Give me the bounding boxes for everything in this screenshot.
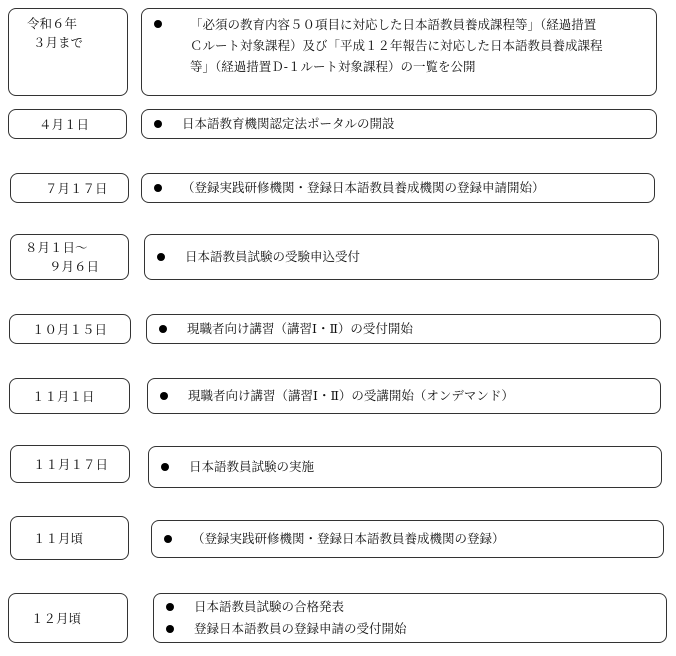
timeline-event-box <box>144 234 659 280</box>
timeline-date-label: １１月頃 <box>33 530 84 546</box>
timeline-event-box <box>141 8 657 96</box>
timeline-date-box <box>9 314 131 344</box>
timeline-date-label: １１月１日 <box>32 388 95 404</box>
timeline-date-box <box>10 516 129 560</box>
bullet-icon <box>160 392 168 400</box>
timeline-event-item <box>154 178 646 198</box>
timeline-event-box <box>148 446 662 488</box>
timeline-date-box <box>10 445 130 483</box>
timeline-event-text: 日本語教育機関認定法ポータルの開設 <box>182 116 395 131</box>
timeline-event-text: 日本語教員試験の実施 <box>189 459 315 474</box>
timeline-date-label: １０月１５日 <box>32 321 108 337</box>
timeline-date-box <box>8 109 127 139</box>
timeline-date-label: １２月頃 <box>31 610 82 626</box>
timeline-date-box <box>9 378 130 414</box>
timeline-date-label: ９月６日 <box>49 259 100 274</box>
timeline-event-item <box>161 457 653 477</box>
timeline-date-label: ３月まで <box>33 35 84 50</box>
timeline-event-text: 現職者向け講習（講習Ⅰ・Ⅱ）の受講開始（オンデマンド） <box>188 388 514 403</box>
timeline-date-box <box>10 173 129 203</box>
timeline-date-label: ７月１７日 <box>45 180 108 196</box>
bullet-icon <box>164 535 172 543</box>
timeline-event-item <box>154 14 648 77</box>
timeline-event-text: 現職者向け講習（講習Ⅰ・Ⅱ）の受付開始 <box>187 321 413 336</box>
timeline-event-text: 登録日本語教員の登録申請の受付開始 <box>194 621 407 636</box>
timeline-event-item <box>159 319 652 339</box>
bullet-icon <box>154 20 162 28</box>
timeline-date-label: 令和６年 <box>27 16 78 31</box>
bullet-icon <box>166 625 174 633</box>
timeline-date-label: ８月１日～ <box>25 240 88 255</box>
timeline-event-item <box>157 247 650 267</box>
timeline-date-box <box>10 234 129 280</box>
bullet-icon <box>166 603 174 611</box>
bullet-icon <box>154 120 162 128</box>
timeline-date-box <box>8 8 128 96</box>
bullet-icon <box>161 463 169 471</box>
timeline-event-box <box>147 378 661 414</box>
timeline-date-label: ４月１日 <box>39 116 90 132</box>
timeline-event-box <box>146 314 661 344</box>
timeline-event-text: 日本語教員試験の合格発表 <box>194 599 345 614</box>
timeline-event-box <box>141 109 657 139</box>
timeline-event-item <box>166 619 658 639</box>
timeline-event-item <box>164 529 655 549</box>
timeline-event-box <box>151 520 664 558</box>
timeline-event-box <box>153 593 667 643</box>
bullet-icon <box>157 253 165 261</box>
timeline-event-text: 「必須の教育内容５０項目に対応した日本語教員養成課程等」（経過措置 Ｃルート対象課程）及び「平成１２年報告に対応した日本語教員養成課程 等」（経過措置Ｄ-１ルート対象課程）の一覧を公開 <box>190 17 603 74</box>
timeline-event-text: 日本語教員試験の受験申込受付 <box>185 249 361 264</box>
timeline-event-text: （登録実践研修機関・登録日本語教員養成機関の登録） <box>192 531 505 546</box>
timeline-event-text: （登録実践研修機関・登録日本語教員養成機関の登録申請開始） <box>182 180 545 195</box>
timeline-date-box <box>8 593 128 643</box>
bullet-icon <box>154 184 162 192</box>
bullet-icon <box>159 325 167 333</box>
timeline-event-box <box>141 173 655 203</box>
timeline-event-item <box>154 114 648 134</box>
timeline-date-label: １１月１７日 <box>33 456 109 472</box>
timeline-event-item <box>160 386 652 406</box>
timeline-event-item <box>166 597 658 617</box>
